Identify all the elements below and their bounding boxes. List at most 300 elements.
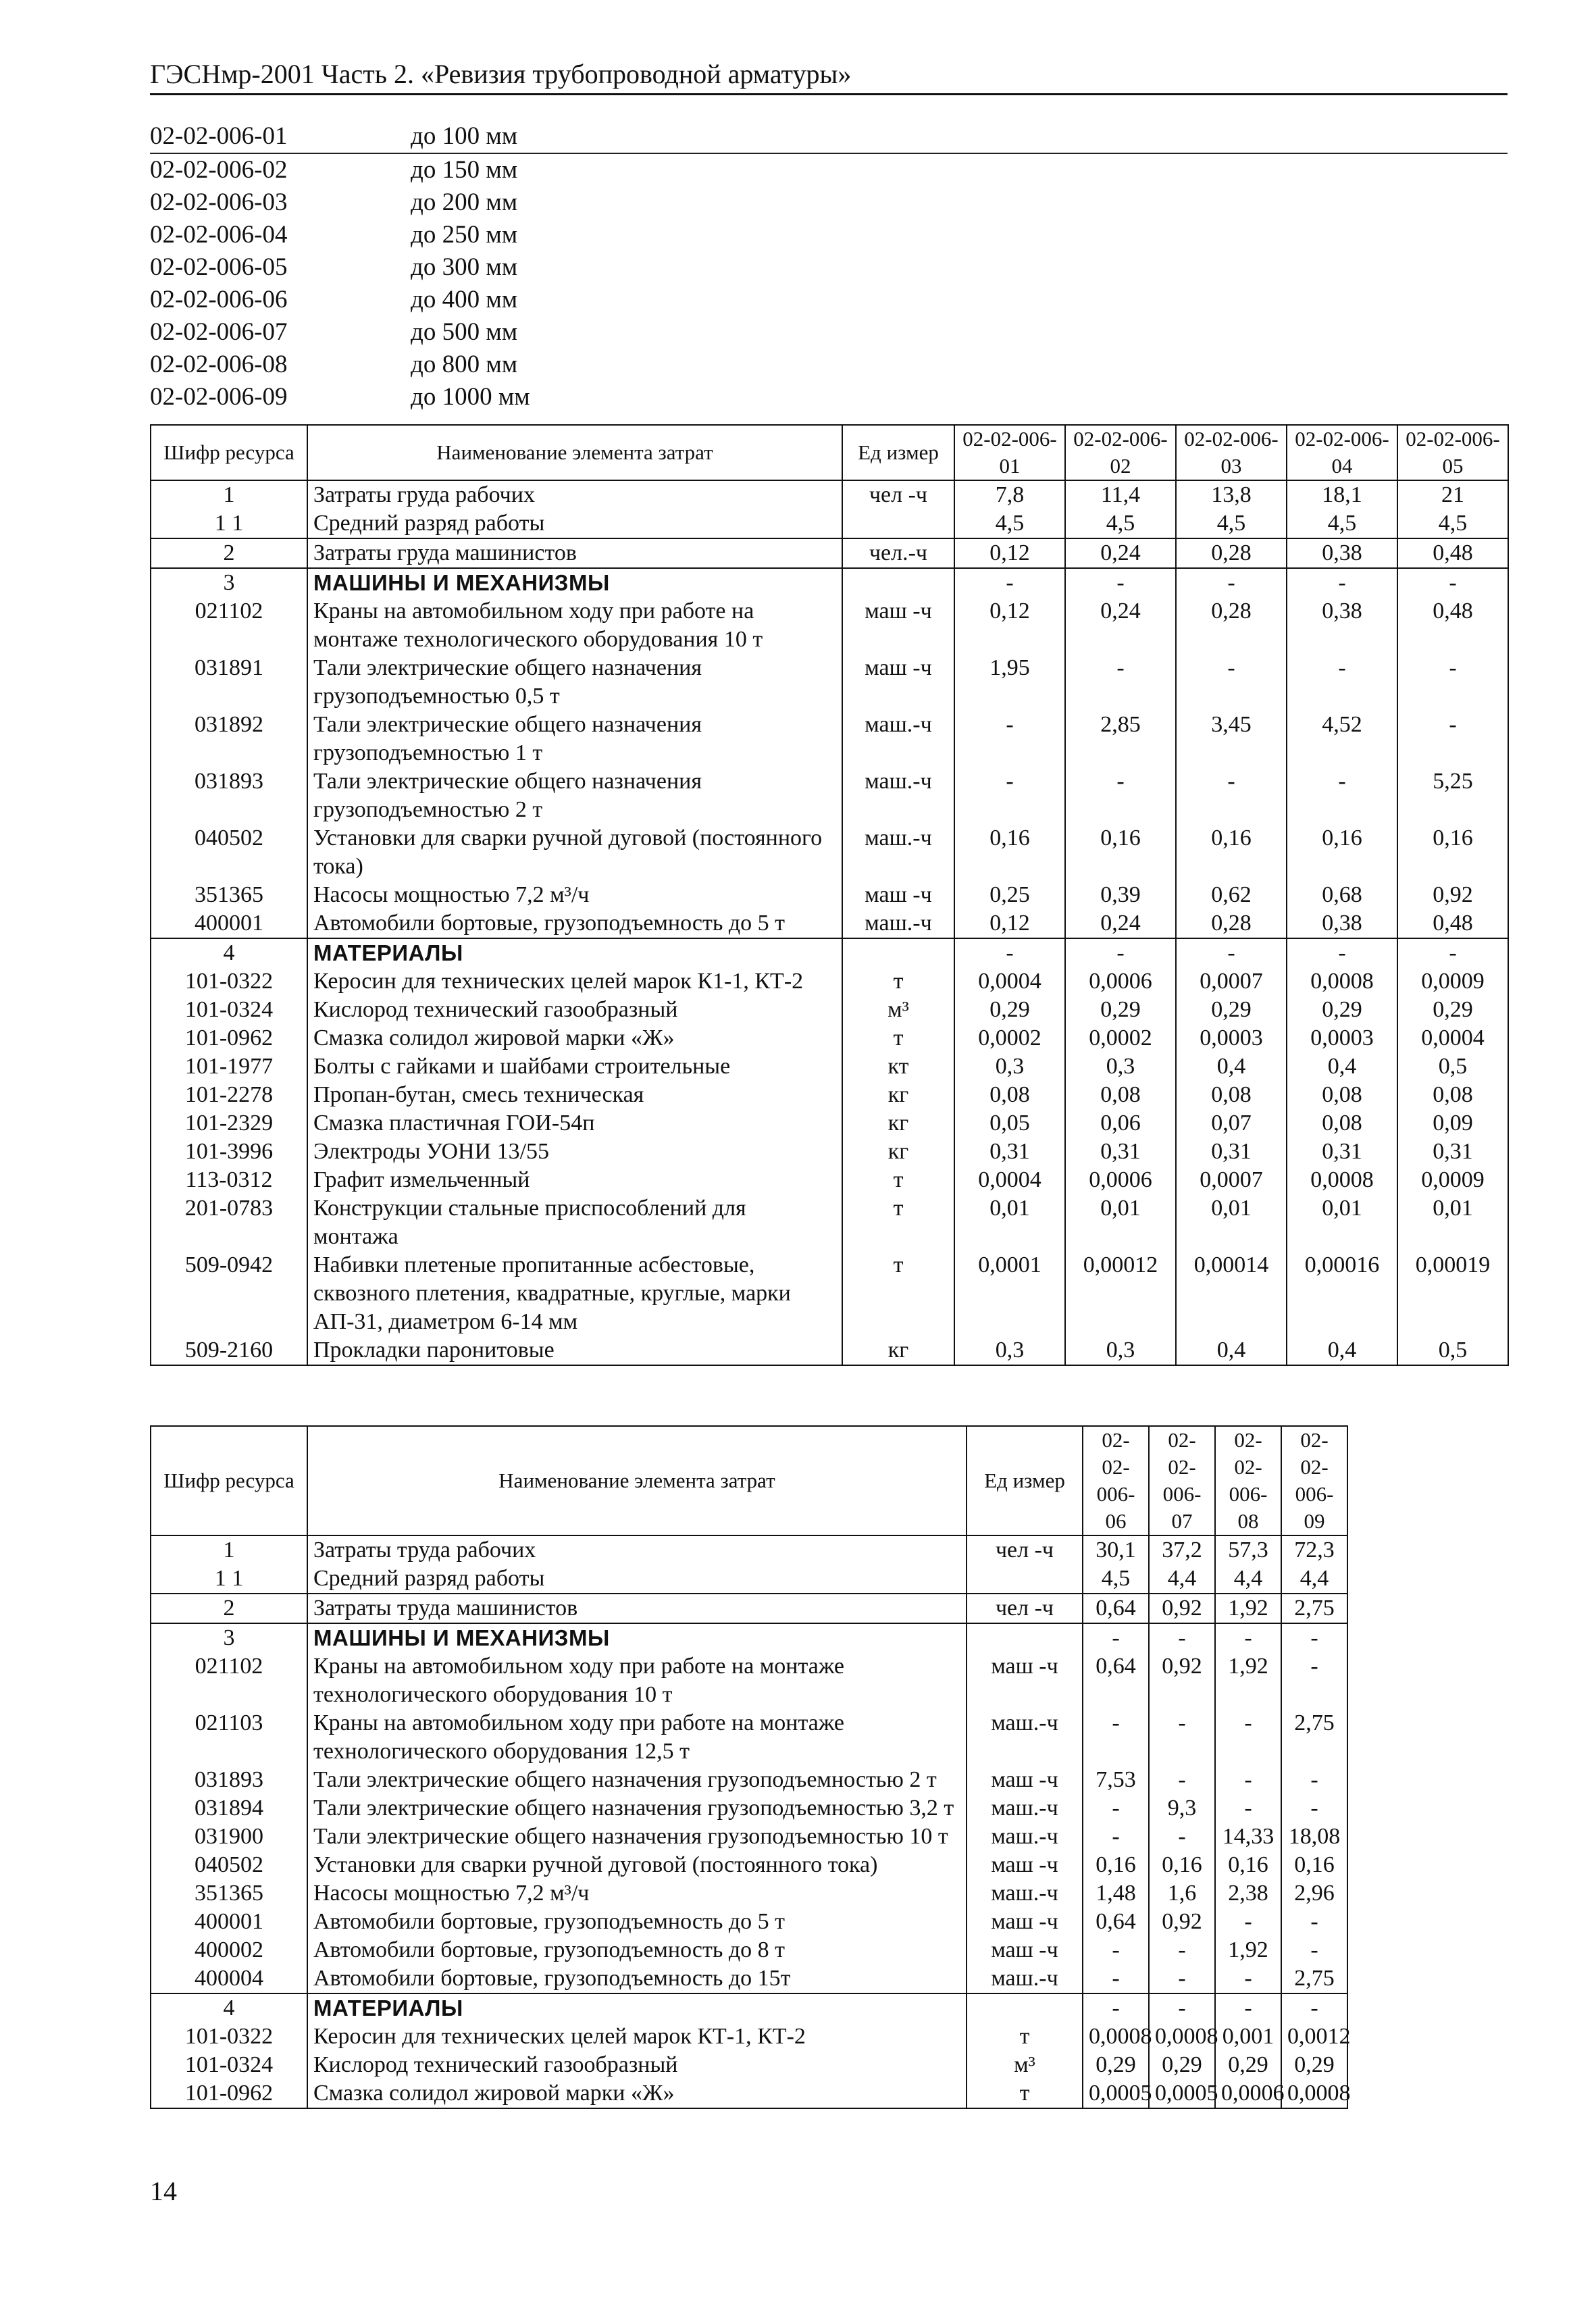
resource-code: 031900 [151,1823,307,1851]
resource-code: 351365 [151,881,307,909]
cost-element-name: Графит измельченный [307,1166,842,1194]
resource-code: 2 [151,1594,307,1623]
norm-size: до 300 мм [411,253,518,281]
resource-code: 201-0783 [151,1194,307,1251]
unit-cell [967,1993,1083,2023]
norm-code-list [150,120,1508,413]
value-cell: 0,05 [954,1109,1065,1138]
value-cell: - [1287,767,1397,824]
value-cell: 2,38 [1215,1879,1281,1908]
value-cell: 0,12 [954,538,1065,568]
norm-code: 02-02-006-08 [150,351,288,378]
cost-element-name: Прокладки паронитовые [307,1336,842,1365]
value-cell: 0,29 [1215,2051,1281,2079]
value-cell: - [1083,1993,1149,2023]
table-row [151,824,1508,881]
table-row [151,1594,1347,1623]
value-cell: 0,0009 [1397,967,1508,996]
value-cell: 37,2 [1149,1535,1215,1565]
value-cell: 0,38 [1287,538,1397,568]
table-row [151,1024,1508,1052]
value-cell: 0,08 [1065,1081,1176,1109]
value-cell: 0,3 [954,1052,1065,1081]
value-cell: 2,85 [1065,711,1176,767]
value-cell: 0,29 [1281,2051,1347,2079]
unit-cell: т [967,2079,1083,2108]
value-cell: 0,08 [954,1081,1065,1109]
value-cell: - [1397,654,1508,711]
cost-element-name: Кислород технический газообразный [307,2051,967,2079]
header-norm-code: 02-02-006-01 [954,425,1065,480]
table-row [151,2023,1347,2051]
value-cell: 0,0002 [1065,1024,1176,1052]
cost-element-name: Автомобили бортовые, грузоподъемность до 5 т [307,909,842,938]
norm-code: 02-02-006-04 [150,221,288,249]
section-row [151,938,1508,967]
value-cell: 0,28 [1176,597,1287,654]
unit-cell: маш -ч [967,1908,1083,1936]
value-cell: 1,92 [1215,1594,1281,1623]
value-cell: 9,3 [1149,1794,1215,1823]
value-cell: - [1065,767,1176,824]
cost-element-name: Насосы мощностью 7,2 м³/ч [307,1879,967,1908]
value-cell: 0,001 [1215,2023,1281,2051]
value-cell: 0,0003 [1287,1024,1397,1052]
norm-code: 02-02-006-07 [150,318,288,346]
value-cell: 0,12 [954,597,1065,654]
table-row [151,1908,1347,1936]
value-cell: 0,64 [1083,1594,1149,1623]
cost-element-name: Тали электрические общего назначения грузоподъемностью 2 т [307,1766,967,1794]
value-cell: 0,06 [1065,1109,1176,1138]
value-cell: 0,38 [1287,597,1397,654]
value-cell: 0,00019 [1397,1251,1508,1336]
value-cell: 0,5 [1397,1052,1508,1081]
value-cell: - [1281,1794,1347,1823]
table-row [151,967,1508,996]
value-cell: 0,0008 [1149,2023,1215,2051]
norm-size: до 200 мм [411,188,518,216]
header-norm-code: 02-02-006-03 [1176,425,1287,480]
resource-code: 031894 [151,1794,307,1823]
unit-cell: м³ [967,2051,1083,2079]
value-cell: 0,01 [1397,1194,1508,1251]
norm-code-row [150,154,1508,186]
value-cell: 0,0004 [954,967,1065,996]
unit-cell: т [842,1166,954,1194]
unit-cell: кг [842,1336,954,1365]
value-cell: 0,16 [1176,824,1287,881]
resource-code: 1 [151,1535,307,1565]
value-cell: 2,75 [1281,1964,1347,1993]
resource-code: 101-0324 [151,2051,307,2079]
norm-code: 02-02-006-01 [150,122,288,150]
norm-code-row [150,381,1508,413]
unit-cell [967,1565,1083,1594]
norm-code-row [150,316,1508,349]
cost-element-name: Затраты груда машинистов [307,538,842,568]
value-cell: 0,31 [1065,1138,1176,1166]
value-cell: 0,62 [1176,881,1287,909]
value-cell: 0,0005 [1083,2079,1149,2108]
page-number: 14 [150,2176,177,2206]
value-cell: - [1149,1993,1215,2023]
table-row [151,1766,1347,1794]
unit-cell: маш -ч [842,881,954,909]
value-cell: 0,01 [1287,1194,1397,1251]
header-cost-element: Наименование элемента затрат [307,1426,967,1535]
value-cell: - [1176,938,1287,967]
resource-code: 101-0962 [151,2079,307,2108]
value-cell: 0,29 [954,996,1065,1024]
norm-size: до 500 мм [411,318,518,346]
cost-element-name: МАШИНЫ И МЕХАНИЗМЫ [307,1623,967,1652]
table-row [151,711,1508,767]
unit-cell: т [842,1194,954,1251]
value-cell: - [1397,568,1508,597]
value-cell: 0,29 [1287,996,1397,1024]
value-cell: - [1176,654,1287,711]
value-cell: 3,45 [1176,711,1287,767]
cost-element-name: Набивки плетеные пропитанные асбестовые, сквозного плетения, квадратные, круглые, марки АП-31, диаметром 6-14 мм [307,1251,842,1336]
value-cell: 0,3 [1065,1052,1176,1081]
resource-code: 031893 [151,767,307,824]
value-cell: 0,0007 [1176,1166,1287,1194]
unit-cell: т [842,1251,954,1336]
value-cell: 0,08 [1176,1081,1287,1109]
resource-code: 400001 [151,909,307,938]
value-cell: - [1083,1823,1149,1851]
value-cell: 0,92 [1149,1908,1215,1936]
resource-code: 4 [151,1993,307,2023]
value-cell: 0,28 [1176,538,1287,568]
value-cell: 72,3 [1281,1535,1347,1565]
table-row [151,509,1508,538]
header-norm-code: 02-02-006-07 [1149,1426,1215,1535]
table-header-row [151,1426,1347,1535]
header-cost-element: Наименование элемента затрат [307,425,842,480]
value-cell: - [1215,1908,1281,1936]
value-cell: 4,5 [1287,509,1397,538]
cost-element-name: Средний разряд работы [307,1565,967,1594]
value-cell: - [1281,1993,1347,2023]
resource-code: 040502 [151,824,307,881]
value-cell: 0,48 [1397,909,1508,938]
value-cell: 0,09 [1397,1109,1508,1138]
value-cell: - [1149,1823,1215,1851]
value-cell: 0,0008 [1083,2023,1149,2051]
norm-code: 02-02-006-09 [150,383,288,411]
value-cell: 30,1 [1083,1535,1149,1565]
value-cell: 0,0005 [1149,2079,1215,2108]
cost-element-name: Краны на автомобильном ходу при работе на монтаже технологического оборудования 12,5 т [307,1709,967,1766]
unit-cell: маш -ч [967,1936,1083,1964]
cost-element-name: Болты с гайками и шайбами строительные [307,1052,842,1081]
value-cell: 0,0012 [1281,2023,1347,2051]
value-cell: 0,08 [1287,1081,1397,1109]
value-cell: 0,12 [954,909,1065,938]
value-cell: - [1149,1964,1215,1993]
value-cell: 1,95 [954,654,1065,711]
value-cell: - [1215,1993,1281,2023]
section-row [151,568,1508,597]
resource-code: 400001 [151,1908,307,1936]
value-cell: 0,01 [1176,1194,1287,1251]
table-row [151,2079,1347,2108]
value-cell: 4,5 [1083,1565,1149,1594]
table-row [151,1336,1508,1365]
value-cell: - [1397,938,1508,967]
value-cell: 0,31 [954,1138,1065,1166]
norm-size: до 1000 мм [411,383,530,411]
resource-code: 040502 [151,1851,307,1879]
header-resource-code: Шифр ресурса [151,425,307,480]
cost-element-name: Краны на автомобильном ходу при работе на монтаже технологического оборудования 10 т [307,1652,967,1709]
unit-cell: чел -ч [967,1594,1083,1623]
unit-cell: т [842,967,954,996]
cost-element-name: Электроды УОНИ 13/55 [307,1138,842,1166]
value-cell: - [1287,654,1397,711]
value-cell: - [1176,767,1287,824]
value-cell: 2,96 [1281,1879,1347,1908]
value-cell: - [1281,1652,1347,1709]
value-cell: 0,0002 [954,1024,1065,1052]
value-cell: 0,07 [1176,1109,1287,1138]
unit-cell: маш -ч [842,654,954,711]
header-norm-code: 02-02-006-04 [1287,425,1397,480]
unit-cell: маш.-ч [842,767,954,824]
resource-code: 400002 [151,1936,307,1964]
value-cell: 0,0006 [1065,967,1176,996]
page-header [150,57,1508,95]
table-row [151,1138,1508,1166]
unit-cell: маш.-ч [842,909,954,938]
unit-cell: кг [842,1109,954,1138]
value-cell: 0,16 [954,824,1065,881]
value-cell: 4,52 [1287,711,1397,767]
value-cell: 0,38 [1287,909,1397,938]
value-cell: - [1287,938,1397,967]
value-cell: 7,53 [1083,1766,1149,1794]
resource-code: 101-2329 [151,1109,307,1138]
unit-cell: маш -ч [842,597,954,654]
value-cell: 18,1 [1287,480,1397,509]
value-cell: - [1083,1964,1149,1993]
table-row [151,1823,1347,1851]
norm-code: 02-02-006-05 [150,253,288,281]
table-row [151,1081,1508,1109]
value-cell: 0,16 [1397,824,1508,881]
norm-code-row [150,284,1508,316]
cost-element-name: Кислород технический газообразный [307,996,842,1024]
norm-code-row [150,186,1508,219]
value-cell: - [1149,1936,1215,1964]
unit-cell [842,938,954,967]
resource-code: 031891 [151,654,307,711]
cost-element-name: Средний разряд работы [307,509,842,538]
value-cell: - [1397,711,1508,767]
value-cell: - [1176,568,1287,597]
value-cell: 0,5 [1397,1336,1508,1365]
norm-size: до 400 мм [411,286,518,313]
value-cell: 57,3 [1215,1535,1281,1565]
value-cell: 0,0007 [1176,967,1287,996]
unit-cell: т [967,2023,1083,2051]
cost-element-name: Пропан-бутан, смесь техническая [307,1081,842,1109]
cost-element-name: Насосы мощностью 7,2 м³/ч [307,881,842,909]
value-cell: - [1281,1936,1347,1964]
value-cell: 0,29 [1083,2051,1149,2079]
value-cell: 0,24 [1065,597,1176,654]
value-cell: - [1149,1623,1215,1652]
value-cell: - [954,568,1065,597]
value-cell: 4,5 [1065,509,1176,538]
norm-size: до 150 мм [411,156,518,184]
value-cell: 0,0006 [1215,2079,1281,2108]
value-cell: 0,64 [1083,1652,1149,1709]
value-cell: - [1065,938,1176,967]
value-cell: - [954,711,1065,767]
cost-element-name: Затраты груда рабочих [307,480,842,509]
section-row [151,1623,1347,1652]
value-cell: 0,4 [1287,1336,1397,1365]
value-cell: 0,16 [1065,824,1176,881]
resource-code: 400004 [151,1964,307,1993]
resource-code: 101-2278 [151,1081,307,1109]
unit-cell: маш.-ч [842,824,954,881]
value-cell: - [1215,1766,1281,1794]
cost-element-name: МАШИНЫ И МЕХАНИЗМЫ [307,568,842,597]
value-cell: - [1083,1794,1149,1823]
norm-size: до 250 мм [411,221,518,249]
value-cell: 0,08 [1287,1109,1397,1138]
value-cell: 0,0004 [1397,1024,1508,1052]
value-cell: 0,4 [1176,1336,1287,1365]
header-norm-code: 02-02-006-09 [1281,1426,1347,1535]
value-cell: 0,16 [1281,1851,1347,1879]
table-header-row [151,425,1508,480]
header-norm-code: 02-02-006-08 [1215,1426,1281,1535]
resource-code: 021103 [151,1709,307,1766]
value-cell: 0,64 [1083,1908,1149,1936]
resource-code: 021102 [151,1652,307,1709]
value-cell: 0,16 [1149,1851,1215,1879]
table-row [151,1535,1347,1565]
unit-cell: чел -ч [967,1535,1083,1565]
table-row [151,1052,1508,1081]
table-row [151,1879,1347,1908]
cost-element-name: Керосин для технических целей марок К1-1, КТ-2 [307,967,842,996]
cost-element-name: Затраты труда рабочих [307,1535,967,1565]
value-cell: 4,4 [1281,1565,1347,1594]
unit-cell [842,509,954,538]
value-cell: 1,92 [1215,1936,1281,1964]
cost-element-name: Смазка солидол жировой марки «Ж» [307,1024,842,1052]
header-unit: Ед измер [842,425,954,480]
cost-table-2 [150,1425,1351,2109]
resource-code: 4 [151,938,307,967]
resource-code: 031892 [151,711,307,767]
value-cell: 0,0008 [1287,967,1397,996]
resource-code: 101-0962 [151,1024,307,1052]
resource-code: 1 [151,480,307,509]
norm-code-row [150,251,1508,284]
table-row [151,1251,1508,1336]
value-cell: 0,16 [1215,1851,1281,1879]
table-row [151,1109,1508,1138]
value-cell: 0,0001 [954,1251,1065,1336]
value-cell: 0,16 [1083,1851,1149,1879]
table-row [151,597,1508,654]
value-cell: 0,48 [1397,597,1508,654]
norm-code-row [150,120,1508,154]
value-cell: 4,4 [1215,1565,1281,1594]
cost-table-1 [150,424,1509,1366]
header-resource-code: Шифр ресурса [151,1426,307,1535]
value-cell: - [1083,1623,1149,1652]
cost-element-name: Тали электрические общего назначения грузоподъемностью 3,2 т [307,1794,967,1823]
value-cell: 0,0006 [1065,1166,1176,1194]
norm-code: 02-02-006-06 [150,286,288,313]
cost-element-name: Тали электрические общего назначения грузоподъемностью 10 т [307,1823,967,1851]
cost-element-name: МАТЕРИАЛЫ [307,938,842,967]
resource-code: 101-1977 [151,1052,307,1081]
value-cell: - [1149,1766,1215,1794]
value-cell: 0,24 [1065,909,1176,938]
value-cell: 21 [1397,480,1508,509]
value-cell: 1,92 [1215,1652,1281,1709]
resource-code: 101-0324 [151,996,307,1024]
value-cell: 0,4 [1287,1052,1397,1081]
value-cell: 0,29 [1397,996,1508,1024]
value-cell: - [954,767,1065,824]
value-cell: - [1149,1709,1215,1766]
value-cell: 13,8 [1176,480,1287,509]
unit-cell: маш -ч [967,1652,1083,1709]
value-cell: 0,29 [1149,2051,1215,2079]
value-cell: 14,33 [1215,1823,1281,1851]
unit-cell: маш -ч [967,1851,1083,1879]
unit-cell: т [842,1024,954,1052]
resource-code: 101-3996 [151,1138,307,1166]
norm-code-row [150,219,1508,251]
table-row [151,538,1508,568]
table-row [151,767,1508,824]
unit-cell: маш.-ч [967,1879,1083,1908]
value-cell: 0,00016 [1287,1251,1397,1336]
table-row [151,1936,1347,1964]
value-cell: 0,4 [1176,1052,1287,1081]
value-cell: - [1281,1766,1347,1794]
cost-element-name: Смазка солидол жировой марки «Ж» [307,2079,967,2108]
table-row [151,654,1508,711]
value-cell: 4,4 [1149,1565,1215,1594]
cost-element-name: Тали электрические общего назначения грузоподъемностью 2 т [307,767,842,824]
table-row [151,1964,1347,1993]
unit-cell: кг [842,1138,954,1166]
table-row [151,1794,1347,1823]
value-cell: 0,31 [1287,1138,1397,1166]
value-cell: - [1215,1623,1281,1652]
table-row [151,1166,1508,1194]
unit-cell: маш.-ч [967,1964,1083,1993]
table-row [151,1652,1347,1709]
value-cell: 0,0004 [954,1166,1065,1194]
cost-element-name: Автомобили бортовые, грузоподъемность до 8 т [307,1936,967,1964]
value-cell: 0,92 [1149,1652,1215,1709]
value-cell: 0,0003 [1176,1024,1287,1052]
value-cell: 18,08 [1281,1823,1347,1851]
